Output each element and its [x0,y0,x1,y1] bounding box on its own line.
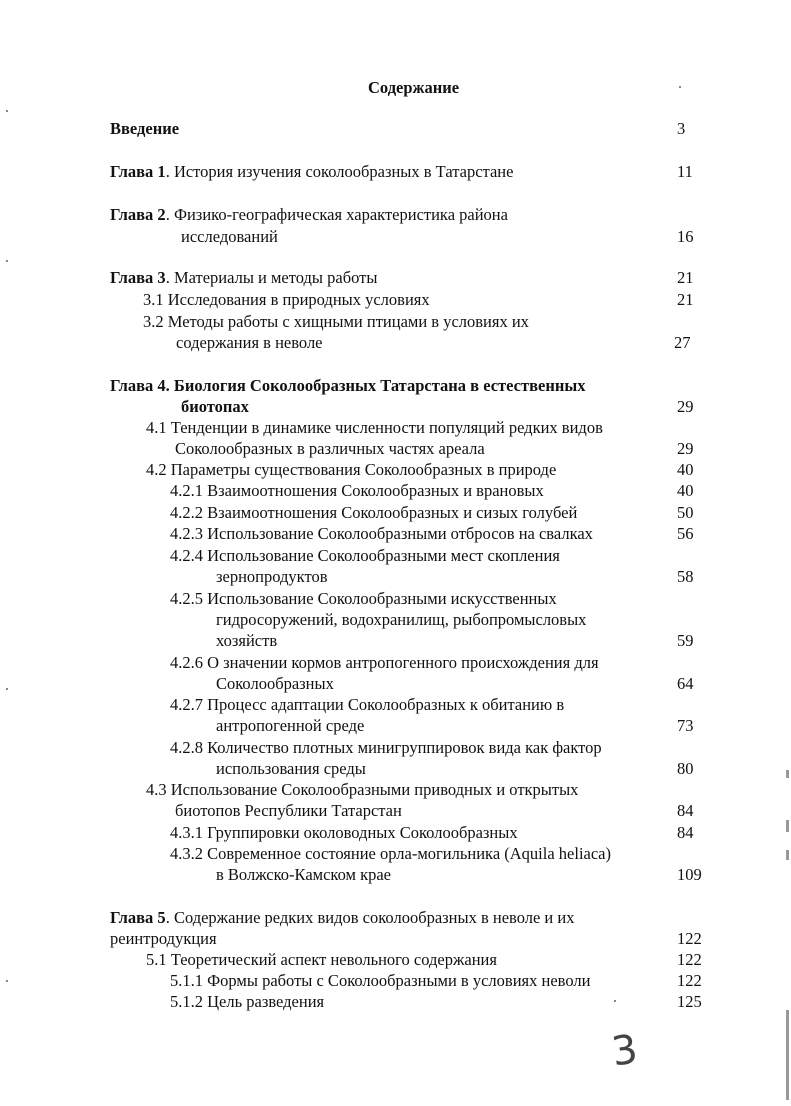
toc-4-2-1: 4.2.1 Взаимоотношения Соколообразных и врановых [170,481,544,500]
toc-4-2-1-page: 40 [677,481,694,500]
toc-5-1-2: 5.1.2 Цель разведения [170,992,325,1011]
toc-intro-label: Введение [110,119,180,138]
scan-edge-mark [786,1010,789,1100]
toc-intro-page: 3 [677,119,686,138]
chapter-2-label: Глава 2 [110,205,166,224]
page-title: Содержание [368,78,460,97]
toc-4-2-5: 4.2.5 Использование Соколообразными искусственных [170,589,557,608]
chapter-1-title: . История изучения соколообразных в Татарстане [165,162,514,181]
toc-4-2-8: 4.2.8 Количество плотных минигруппировок вида как фактор [170,738,602,757]
scan-edge-mark [786,770,789,778]
toc-3-2: 3.2 Методы работы с хищными птицами в условиях их [143,312,529,331]
chapter-4-title-cont: биотопах [181,397,249,416]
toc-3-1-page: 21 [677,290,694,309]
toc-3-2-cont: содержания в неволе [176,333,323,352]
toc-chapter-4: Глава 4. Биология Соколообразных Татарстана в естественных [110,376,586,395]
toc-4-3-2-page: 109 [677,865,702,884]
toc-4-3-page: 84 [677,801,694,820]
toc-4-2-3: 4.2.3 Использование Соколообразными отбросов на свалках [170,524,593,543]
toc-chapter-2 [110,205,508,225]
toc-4-2-4-cont: зернопродуктов [216,567,328,586]
toc-4-3-cont: биотопов Республики Татарстан [175,801,402,820]
toc-4-2-6-page: 64 [677,674,694,693]
toc-4-2-8-cont: использования среды [216,759,366,778]
toc-5-1-1-page: 122 [677,971,702,990]
toc-3-1: 3.1 Исследования в природных условиях [143,290,430,309]
toc-4-1-page: 29 [677,439,694,458]
toc-4-3-1-page: 84 [677,823,694,842]
toc-4-2-7-page: 73 [677,716,694,735]
toc-4-2-5-page: 59 [677,631,694,650]
toc-5-1-page: 122 [677,950,702,969]
scan-speck [614,1000,616,1002]
toc-4-2-5-cont: гидросоружений, водохранилищ, рыбопромысловых [216,610,587,629]
toc-4-2-7: 4.2.7 Процесс адаптации Соколообразных к обитанию в [170,695,565,714]
toc-4-3-1: 4.3.1 Группировки околоводных Соколообразных [170,823,518,842]
toc-chapter-2-page: 16 [677,227,694,246]
scan-edge-mark [786,850,789,860]
toc-4-2-4: 4.2.4 Использование Соколообразными мест скопления [170,546,560,565]
toc-4-3-2: 4.3.2 Современное состояние орла-могильника (Aquila heliaca) [170,844,611,863]
chapter-2-title: . Физико-географическая характеристика района [165,205,508,224]
toc-chapter-5-page: 122 [677,929,702,948]
chapter-3-label: Глава 3 [110,268,166,287]
toc-5-1: 5.1 Теоретический аспект невольного содержания [146,950,497,969]
toc-4-2-5-cont2: хозяйств [216,631,278,650]
scan-speck [6,688,8,690]
toc-4-2-8-page: 80 [677,759,694,778]
toc-chapter-3 [110,268,377,288]
toc-4-2-page: 40 [677,460,694,479]
toc-chapter-1 [110,162,513,182]
chapter-3-title: . Материалы и методы работы [165,268,378,287]
chapter-1-label: Глава 1 [110,162,166,181]
toc-chapter-5 [110,908,574,928]
chapter-5-title: . Содержание редких видов соколообразных в неволе и их [165,908,575,927]
toc-4-2-2-page: 50 [677,503,694,522]
toc-4-2: 4.2 Параметры существования Соколообразных в природе [146,460,557,479]
toc-chapter-1-page: 11 [677,162,693,181]
scan-speck [6,110,8,112]
toc-4-2-4-page: 58 [677,567,694,586]
toc-4-2-7-cont: антропогенной среде [216,716,365,735]
toc-chapter-4-page: 29 [677,397,694,416]
toc-5-1-2-page: 125 [677,992,702,1011]
toc-5-1-1: 5.1.1 Формы работы с Соколообразными в условиях неволи [170,971,591,990]
scan-speck [6,980,8,982]
scan-speck [679,86,681,88]
chapter-2-title-cont: исследований [181,227,278,246]
toc-4-3: 4.3 Использование Соколообразными приводных и открытых [146,780,579,799]
toc-4-2-6-cont: Соколообразных [216,674,334,693]
toc-4-3-2-cont: в Волжско-Камском крае [216,865,392,884]
toc-4-1: 4.1 Тенденции в динамике численности популяций редких видов [146,418,603,437]
handwritten-page-number: 3 [608,1026,641,1076]
scan-edge-mark [786,820,789,832]
chapter-5-label: Глава 5 [110,908,166,927]
toc-4-2-6: 4.2.6 О значении кормов антропогенного происхождения для [170,653,599,672]
toc-4-1-cont: Соколообразных в различных частях ареала [175,439,485,458]
chapter-5-title-cont: реинтродукция [110,929,217,948]
scan-speck [6,260,8,262]
toc-3-2-page: 27 [674,333,691,352]
toc-4-2-3-page: 56 [677,524,694,543]
toc-chapter-3-page: 21 [677,268,694,287]
toc-4-2-2: 4.2.2 Взаимоотношения Соколообразных и сизых голубей [170,503,578,522]
